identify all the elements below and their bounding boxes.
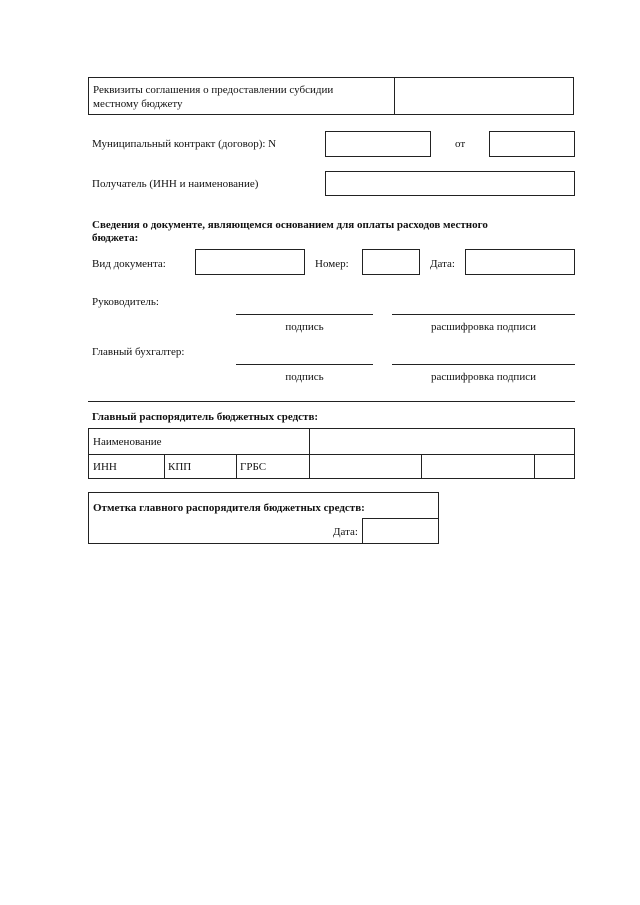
- document-type-field[interactable]: [195, 249, 305, 275]
- accountant-signature-caption: подпись: [285, 371, 324, 383]
- head-signature-caption: подпись: [285, 321, 324, 333]
- head-label: Руководитель:: [92, 296, 159, 308]
- recipient-field[interactable]: [325, 171, 575, 196]
- table-value-cell-3[interactable]: [535, 455, 574, 478]
- contract-number-field[interactable]: [325, 131, 431, 157]
- document-type-label: Вид документа:: [92, 258, 166, 270]
- head-decoding-caption: расшифровка подписи: [431, 321, 536, 333]
- recipient-label: Получатель (ИНН и наименование): [92, 178, 259, 190]
- head-signature-line[interactable]: [236, 314, 373, 315]
- agreement-label-line1: Реквизиты соглашения о предоставлении субсидии: [93, 84, 334, 96]
- accountant-label: Главный бухгалтер:: [92, 346, 185, 358]
- head-decoding-line[interactable]: [392, 314, 575, 315]
- accountant-decoding-line[interactable]: [392, 364, 575, 365]
- agreement-details-box: [88, 77, 574, 115]
- table-inn-label: ИНН: [93, 461, 117, 473]
- accountant-decoding-caption: расшифровка подписи: [431, 371, 536, 383]
- table-kpp-label: КПП: [168, 461, 192, 473]
- contract-label: Муниципальный контракт (договор): N: [92, 138, 277, 150]
- mark-heading: Отметка главного распорядителя бюджетных средств:: [93, 502, 365, 514]
- mark-date-label: Дата:: [333, 526, 358, 538]
- table-col-divider-inn: [164, 454, 165, 478]
- contract-from-label: от: [455, 138, 466, 150]
- section-divider: [88, 401, 575, 402]
- agreement-divider: [394, 78, 395, 114]
- accountant-signature-line[interactable]: [236, 364, 373, 365]
- main-manager-heading: Главный распорядитель бюджетных средств:: [92, 411, 319, 423]
- mark-date-field[interactable]: [362, 518, 438, 543]
- table-col-divider-kpp: [236, 454, 237, 478]
- document-basis-heading-line1: Сведения о документе, являющемся основанием для оплаты расходов местного: [92, 219, 488, 231]
- document-number-label: Номер:: [315, 258, 349, 270]
- document-date-field[interactable]: [465, 249, 575, 275]
- agreement-label-line2: местному бюджету: [93, 98, 183, 110]
- table-grbs-label: ГРБС: [240, 461, 267, 473]
- document-date-label: Дата:: [430, 258, 455, 270]
- table-value-cell-1[interactable]: [310, 455, 421, 478]
- table-name-label: Наименование: [93, 436, 162, 448]
- contract-date-field[interactable]: [489, 131, 575, 157]
- table-value-cell-2[interactable]: [422, 455, 534, 478]
- document-number-field[interactable]: [362, 249, 420, 275]
- main-manager-table: [88, 428, 575, 479]
- mark-box: [88, 492, 439, 544]
- document-basis-heading-line2: бюджета:: [92, 232, 139, 244]
- table-name-value-cell[interactable]: [310, 429, 574, 454]
